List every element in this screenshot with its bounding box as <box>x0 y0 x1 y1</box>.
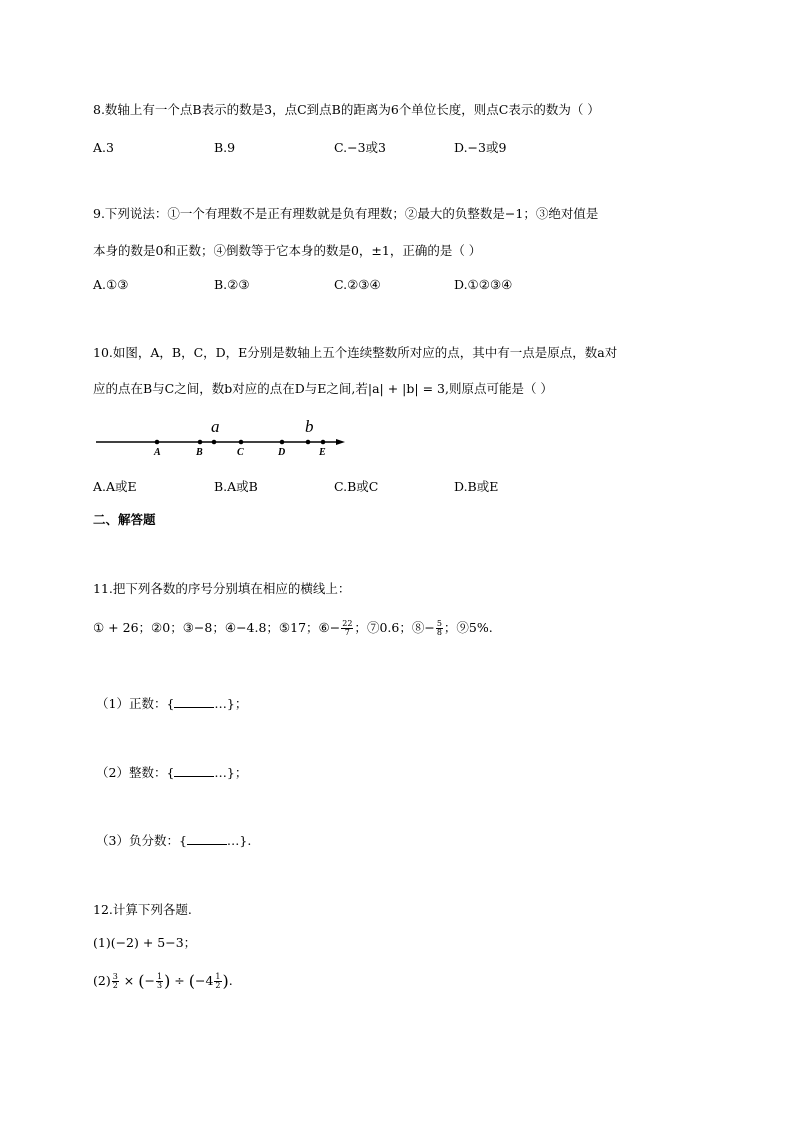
q11-num-2: ②0； <box>151 620 183 635</box>
q11-part-2-label: （2）整数：{ <box>96 765 175 780</box>
q11-stem: 11.把下列各数的序号分别填在相应的横线上： <box>93 581 351 596</box>
q11-part-2 <box>96 766 247 780</box>
q12-fraction-3-denominator: 2 <box>215 981 221 990</box>
q12-right-paren-2: ) <box>222 971 229 991</box>
q12-mixed-whole: −4 <box>194 973 214 988</box>
q11-num-1: ① + 26； <box>93 620 152 635</box>
q12-right-paren-1: ) <box>164 971 171 991</box>
q12-fraction-1-denominator: 2 <box>112 981 118 990</box>
q8-stem: 8.数轴上有一个点B表示的数是3，点C到点B的距离为6个单位长度，则点C表示的数为（ ） <box>93 102 600 117</box>
q11-num-8-prefix: ⑧− <box>411 620 435 635</box>
q11-part-1-end: …}； <box>214 696 248 711</box>
q11-part-3-blank[interactable] <box>187 834 227 845</box>
point-a-dot <box>155 440 160 445</box>
q11-part-1 <box>96 697 247 711</box>
q10-stem-line1: 10.如图，A，B，C，D，E分别是数轴上五个连续整数所对应的点，其中有一点是原点，数a对 <box>93 345 618 360</box>
q11-num-8-denominator: 8 <box>436 628 442 637</box>
q11-num-8-suffix: ； <box>443 620 457 635</box>
point-label-b: B <box>196 447 203 458</box>
point-label-e: E <box>319 447 326 458</box>
q11-num-9: ⑨5%. <box>456 620 493 635</box>
q11-part-1-blank[interactable] <box>174 697 214 708</box>
q12-left-paren-1: ( <box>138 971 145 991</box>
point-label-a: A <box>154 447 161 458</box>
q11-num-6-denominator: 7 <box>344 628 350 637</box>
q12-fraction-1-numerator: 3 <box>112 972 118 981</box>
point-label-d: D <box>278 447 286 458</box>
q12-part-2 <box>93 968 233 994</box>
q12-minus-sign: − <box>144 973 155 988</box>
q12-fraction-2-denominator: 3 <box>156 981 163 990</box>
q12-fraction-3 <box>214 973 221 990</box>
q11-num-3: ③−8； <box>182 620 225 635</box>
point-d-dot <box>280 440 285 445</box>
q11-part-2-blank[interactable] <box>174 766 214 777</box>
q10-option-d: D.B或E <box>454 479 499 494</box>
q9-stem-line2: 本身的数是0和正数；④倒数等于它本身的数是0，±1，正确的是（ ） <box>93 243 482 258</box>
q11-part-3 <box>96 834 251 848</box>
q11-num-6-numerator: 22 <box>342 619 353 628</box>
marker-b-dot <box>306 440 311 445</box>
q12-fraction-1 <box>112 973 119 990</box>
q10-option-b: B.A或B <box>214 479 258 494</box>
point-label-c: C <box>237 447 244 458</box>
q11-part-1-label: （1）正数：{ <box>96 696 175 711</box>
q8-option-c: C.−3或3 <box>334 140 386 155</box>
number-line-arrow <box>336 439 345 445</box>
point-b-dot <box>198 440 203 445</box>
q11-num-6-prefix: ⑥− <box>318 620 341 635</box>
q12-fraction-3-numerator: 1 <box>215 972 221 981</box>
q12-divide-sign: ÷ <box>170 973 189 988</box>
q12-stem: 12.计算下列各题. <box>93 902 192 917</box>
marker-a-dot <box>212 440 217 445</box>
q12-times-sign: × <box>119 973 139 988</box>
q11-number-list <box>93 616 493 640</box>
q12-part-1: (1)(−2) + 5−3； <box>93 935 197 950</box>
q9-option-b: B.②③ <box>214 277 250 292</box>
q12-fraction-2 <box>156 973 163 990</box>
q9-option-a: A.①③ <box>93 277 129 292</box>
q8-option-d: D.−3或9 <box>454 140 507 155</box>
q11-num-5: ⑤17； <box>278 620 319 635</box>
q11-num-4: ④−4.8； <box>224 620 279 635</box>
q12-part-2-end: . <box>228 973 233 988</box>
q10-option-c: C.B或C <box>334 479 379 494</box>
q9-option-c: C.②③④ <box>334 277 381 292</box>
number-line-figure <box>93 414 348 462</box>
q11-part-3-label: （3）负分数：{ <box>96 833 187 848</box>
q11-num-8-fraction <box>436 620 443 637</box>
q12-part-2-prefix: (2) <box>93 973 111 988</box>
q12-fraction-2-numerator: 1 <box>156 972 163 981</box>
marker-label-b: b <box>305 417 314 436</box>
q12-left-paren-2: ( <box>188 971 195 991</box>
q11-num-7: ⑦0.6； <box>366 620 412 635</box>
q10-stem-line2: 应的点在B与C之间，数b对应的点在D与E之间,若|a| + |b| = 3,则原点可能是（ ） <box>93 381 553 396</box>
section-heading: 二、解答题 <box>93 512 156 527</box>
q11-part-2-end: …}； <box>214 765 248 780</box>
point-e-dot <box>321 440 326 445</box>
marker-label-a: a <box>211 417 220 436</box>
q11-num-8-numerator: 5 <box>436 619 442 628</box>
q11-part-3-end: …}. <box>226 833 252 848</box>
q11-num-6-suffix: ； <box>354 620 367 635</box>
q8-option-b: B.9 <box>214 140 236 155</box>
point-c-dot <box>239 440 244 445</box>
q8-option-a: A.3 <box>93 140 114 155</box>
q10-option-a: A.A或E <box>93 479 137 494</box>
q9-option-d: D.①②③④ <box>454 277 513 292</box>
q9-stem-line1: 9.下列说法：①一个有理数不是正有理数就是负有理数；②最大的负整数是−1；③绝对值是 <box>93 206 599 221</box>
q11-num-6-fraction <box>341 620 353 637</box>
